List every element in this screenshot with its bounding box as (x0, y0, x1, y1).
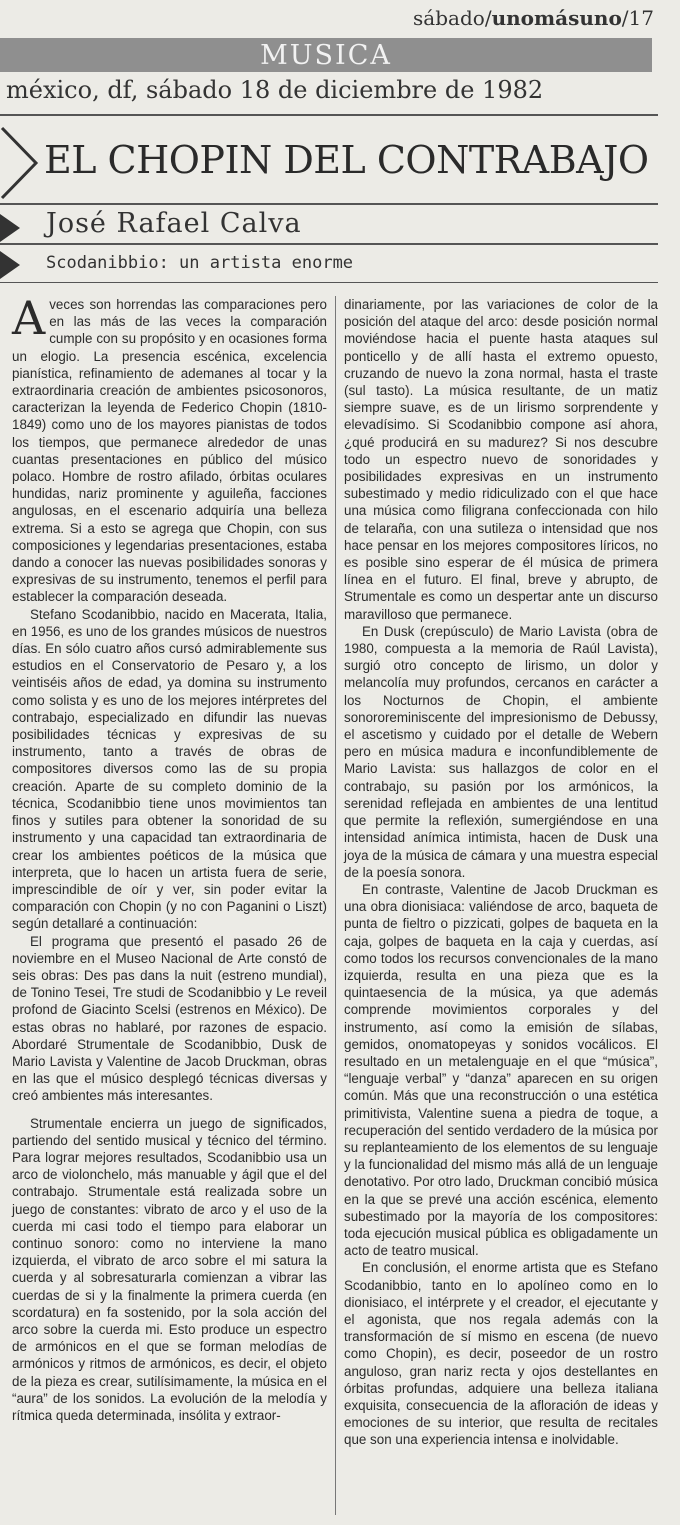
divider (0, 282, 658, 283)
chevron-icon (0, 126, 42, 200)
paragraph: En Dusk (crepúsculo) de Mario Lavista (obra de 1980, compuesta a la memoria de Raúl Lavista), surgió otro concepto de lirismo, un dolor y melancolía muy profundos, cercanos en carácter a los Nocturnos de Chopin, el ambiente sonororeminiscente del impresionismo de Debussy, el ascetismo y cuidado por el detalle de Webern pero en música madura e inconfundiblemente de Mario Lavista: sus hallazgos de color en el contrabajo, su pasión por los armónicos, la serenidad reflejada en ambientes de una lentitud que permite la reflexión, sumergiéndose en una intensidad anímica intimista, hacen de Dusk una joya de la música de cámara y una muestra especial de la poesía sonora. (344, 623, 658, 880)
newspaper-name: unomásuno (491, 6, 622, 30)
drop-cap: A (12, 291, 46, 345)
author-name: José Rafael Calva (46, 208, 302, 239)
headline-block (0, 124, 660, 202)
paragraph: El programa que presentó el pasado 26 de noviembre en el Museo Nacional de Arte constó de seis obras: Des pas dans la nuit (estreno mundial), de Tonino Tesei, Tre studi de Scodanibbio y Le reveil profond de Giacinto Scelsi (estrenos en México). De estas obras no hablaré, por razones de espacio. Abordaré Strumentale de Scodanibbio, Dusk de Mario Lavista y Valentine de Jacob Druckman, obras en las que el músico desplegó técnicas diversas y creó ambientes más interesantes. (12, 933, 327, 1104)
paragraph (12, 291, 327, 606)
subhead-row (0, 247, 660, 285)
header-separator-1: / (484, 6, 492, 30)
column-right (335, 296, 666, 1515)
header-day: sábado (413, 6, 485, 30)
byline-row (0, 208, 660, 246)
paragraph: En contraste, Valentine de Jacob Druckman es una obra dionisiaca: valiéndose de arco, baqueta de punta de fieltro o pizzicati, golpes de baqueta en la caja, golpes de baqueta en la caja y cuerdas, así como todos los recursos convencionales de la mano izquierda, resulta en una pieza que es la quintaesencia de la música, ya que además comprende movimientos corporales y del instrumento, así como la emisión de sílabas, gemidos, onomatopeyas y sonidos vocálicos. El resultado en un metalenguaje en el que “música”, “lenguaje verbal” y “danza” aparecen en su origen común. Más que una reconstrucción o una estética primitivista, Valentine suena a piedra de toque, a recuperación del sentido verdadero de la música por su replanteamiento de los elementos de su lenguaje y la funcionalidad del mismo más allá de un lenguaje denotativo. Por otro lado, Druckman concibió música en la que se prevé una acción escénica, elemento subestimado por la mayoría de los compositores: toda ejecución musical pública es obligadamente un acto de teatro musical. (344, 881, 658, 1259)
article-body (4, 291, 666, 1515)
triangle-bullet-icon (0, 251, 20, 279)
page-number: 17 (628, 6, 654, 30)
header-separator-2: / (621, 6, 629, 30)
dateline: méxico, df, sábado 18 de diciembre de 1982 (6, 76, 544, 104)
section-label: MUSICA (260, 39, 392, 71)
subhead: Scodanibbio: un artista enorme (46, 253, 354, 273)
paragraph-text: veces son horrendas las comparaciones pero en las más de las veces la comparación cumple con su propósito y en ocasiones forma un elogio. La presencia escénica, excelencia pianística, refinamiento de ademanes al tocar y la extraordinaria creación de ambientes psicosonoros, caracterizan la leyenda de Federico Chopin (1810-1849) como uno de los mayores pianistas de todos los tiempos, que permanece alrededor de unas cuantas presentaciones en público del músico polaco. Hombre de rostro afilado, órbitas oculares hundidas, nariz prominente y aguileña, facciones angulosas, en el escenario adquiría una belleza extrema. Si a esto se agrega que Chopin, con sus composiciones y legendarias presentaciones, estaba dando a conocer las nuevas posibilidades sonoras y expresivas de su instrumento, tenemos el perfil para establecer la comparación deseada. (12, 297, 327, 605)
headline: EL CHOPIN DEL CONTRABAJO (44, 138, 649, 182)
paragraph: Stefano Scodanibbio, nacido en Macerata, Italia, en 1956, es uno de los grandes músicos de nuestros días. En sólo cuatro años cursó admirablemente sus estudios en el Conservatorio de Pesaro y, a los veintiséis años de edad, ya domina su instrumento como solista y es uno de los mejores intérpretes del contrabajo, especializado en difundir las nuevas posibilidades técnicas y expresivas de su instrumento, tanto a través de obras de compositores diversos como las de su propia creación. Aparte de su completo dominio de la técnica, Scodanibbio tiene unos movimientos tan finos y sutiles para obtener la sonoridad de su instrumento y una capacidad tan extraordinaria de crear los ambientes poéticos de la música que interpreta, que lo hacen un artista fuera de serie, imprescindible de oír y ver, sin poder evitar la comparación con Chopin (y no con Paganini o Liszt) según detallaré a continuación: (12, 606, 327, 932)
paragraph: dinariamente, por las variaciones de color de la posición del ataque del arco: desde posición normal moviéndose hacia el puente hasta ataques sul ponticello y de allí hasta el extremo opuesto, cruzando de nuevo la zona normal, hasta el traste (sul tasto). La música resultante, de un matiz siempre suave, es de un lirismo sorprendente y elevadísimo. Si Scodanibbio compone así ahora, ¿qué producirá en su madurez? Si nos descubre todo un espectro nuevo de sonoridades y posibilidades expresivas en un instrumento subestimado y medio ridiculizado con el que hace una música como filigrana confeccionada con hilo de telaraña, con una sutileza o intensidad que nos hace pensar en los mejores compositores líricos, no es posible sino esperar de él música de primera línea en el futuro. El final, breve y abrupto, de Strumentale es como un despertar ante un discurso maravilloso que permanece. (344, 297, 658, 622)
divider (0, 243, 658, 245)
column-left (4, 291, 335, 1515)
page-header (0, 6, 680, 32)
paragraph: Strumentale encierra un juego de significados, partiendo del sentido musical y técnico del término. Para lograr mejores resultados, Scodanibbio usa un arco de violonchelo, más manuable y ágil que el del contrabajo. Strumentale está realizada sobre un juego de constantes: vibrato de arco y el uso de la cuerda mi casi todo el tiempo para elaborar un continuo sonoro: como no interviene la mano izquierda, el vibrato de arco sobre el mi satura la cuerda y al sobresaturarla comienzan a vibrar las cuerdas de si y la finalmente la primera cuerda (en scordatura) en fa sostenido, por la sola acción del arco sobre la cuerda mi. Esto produce un espectro de armónicos en el que se forman melodías de armónicos y ritmos de armónicos, es decir, el objeto de la pieza es crear, sutilísimamente, la música en el “aura” de los sonidos. La evolución de la melodía y rítmica queda determinada, insólita y extraor- (12, 1115, 327, 1423)
triangle-bullet-icon (0, 214, 20, 242)
section-banner (0, 38, 652, 72)
paragraph: En conclusión, el enorme artista que es Stefano Scodanibbio, tanto en lo apolíneo como en lo dionisiaco, el intérprete y el creador, el ejecutante y el agonista, que nos regala además con la transformación de sí mismo en escena (de nuevo como Chopin), es decir, poseedor de un rostro anguloso, gran nariz recta y ojos destellantes en órbitas profundas, adquiere una belleza italiana exquisita, consecuencia de la afloración de ideas y emociones de su interior, que resulta de recitales que son una experiencia intensa e inolvidable. (344, 1260, 658, 1448)
divider (0, 114, 658, 116)
divider (0, 203, 658, 205)
